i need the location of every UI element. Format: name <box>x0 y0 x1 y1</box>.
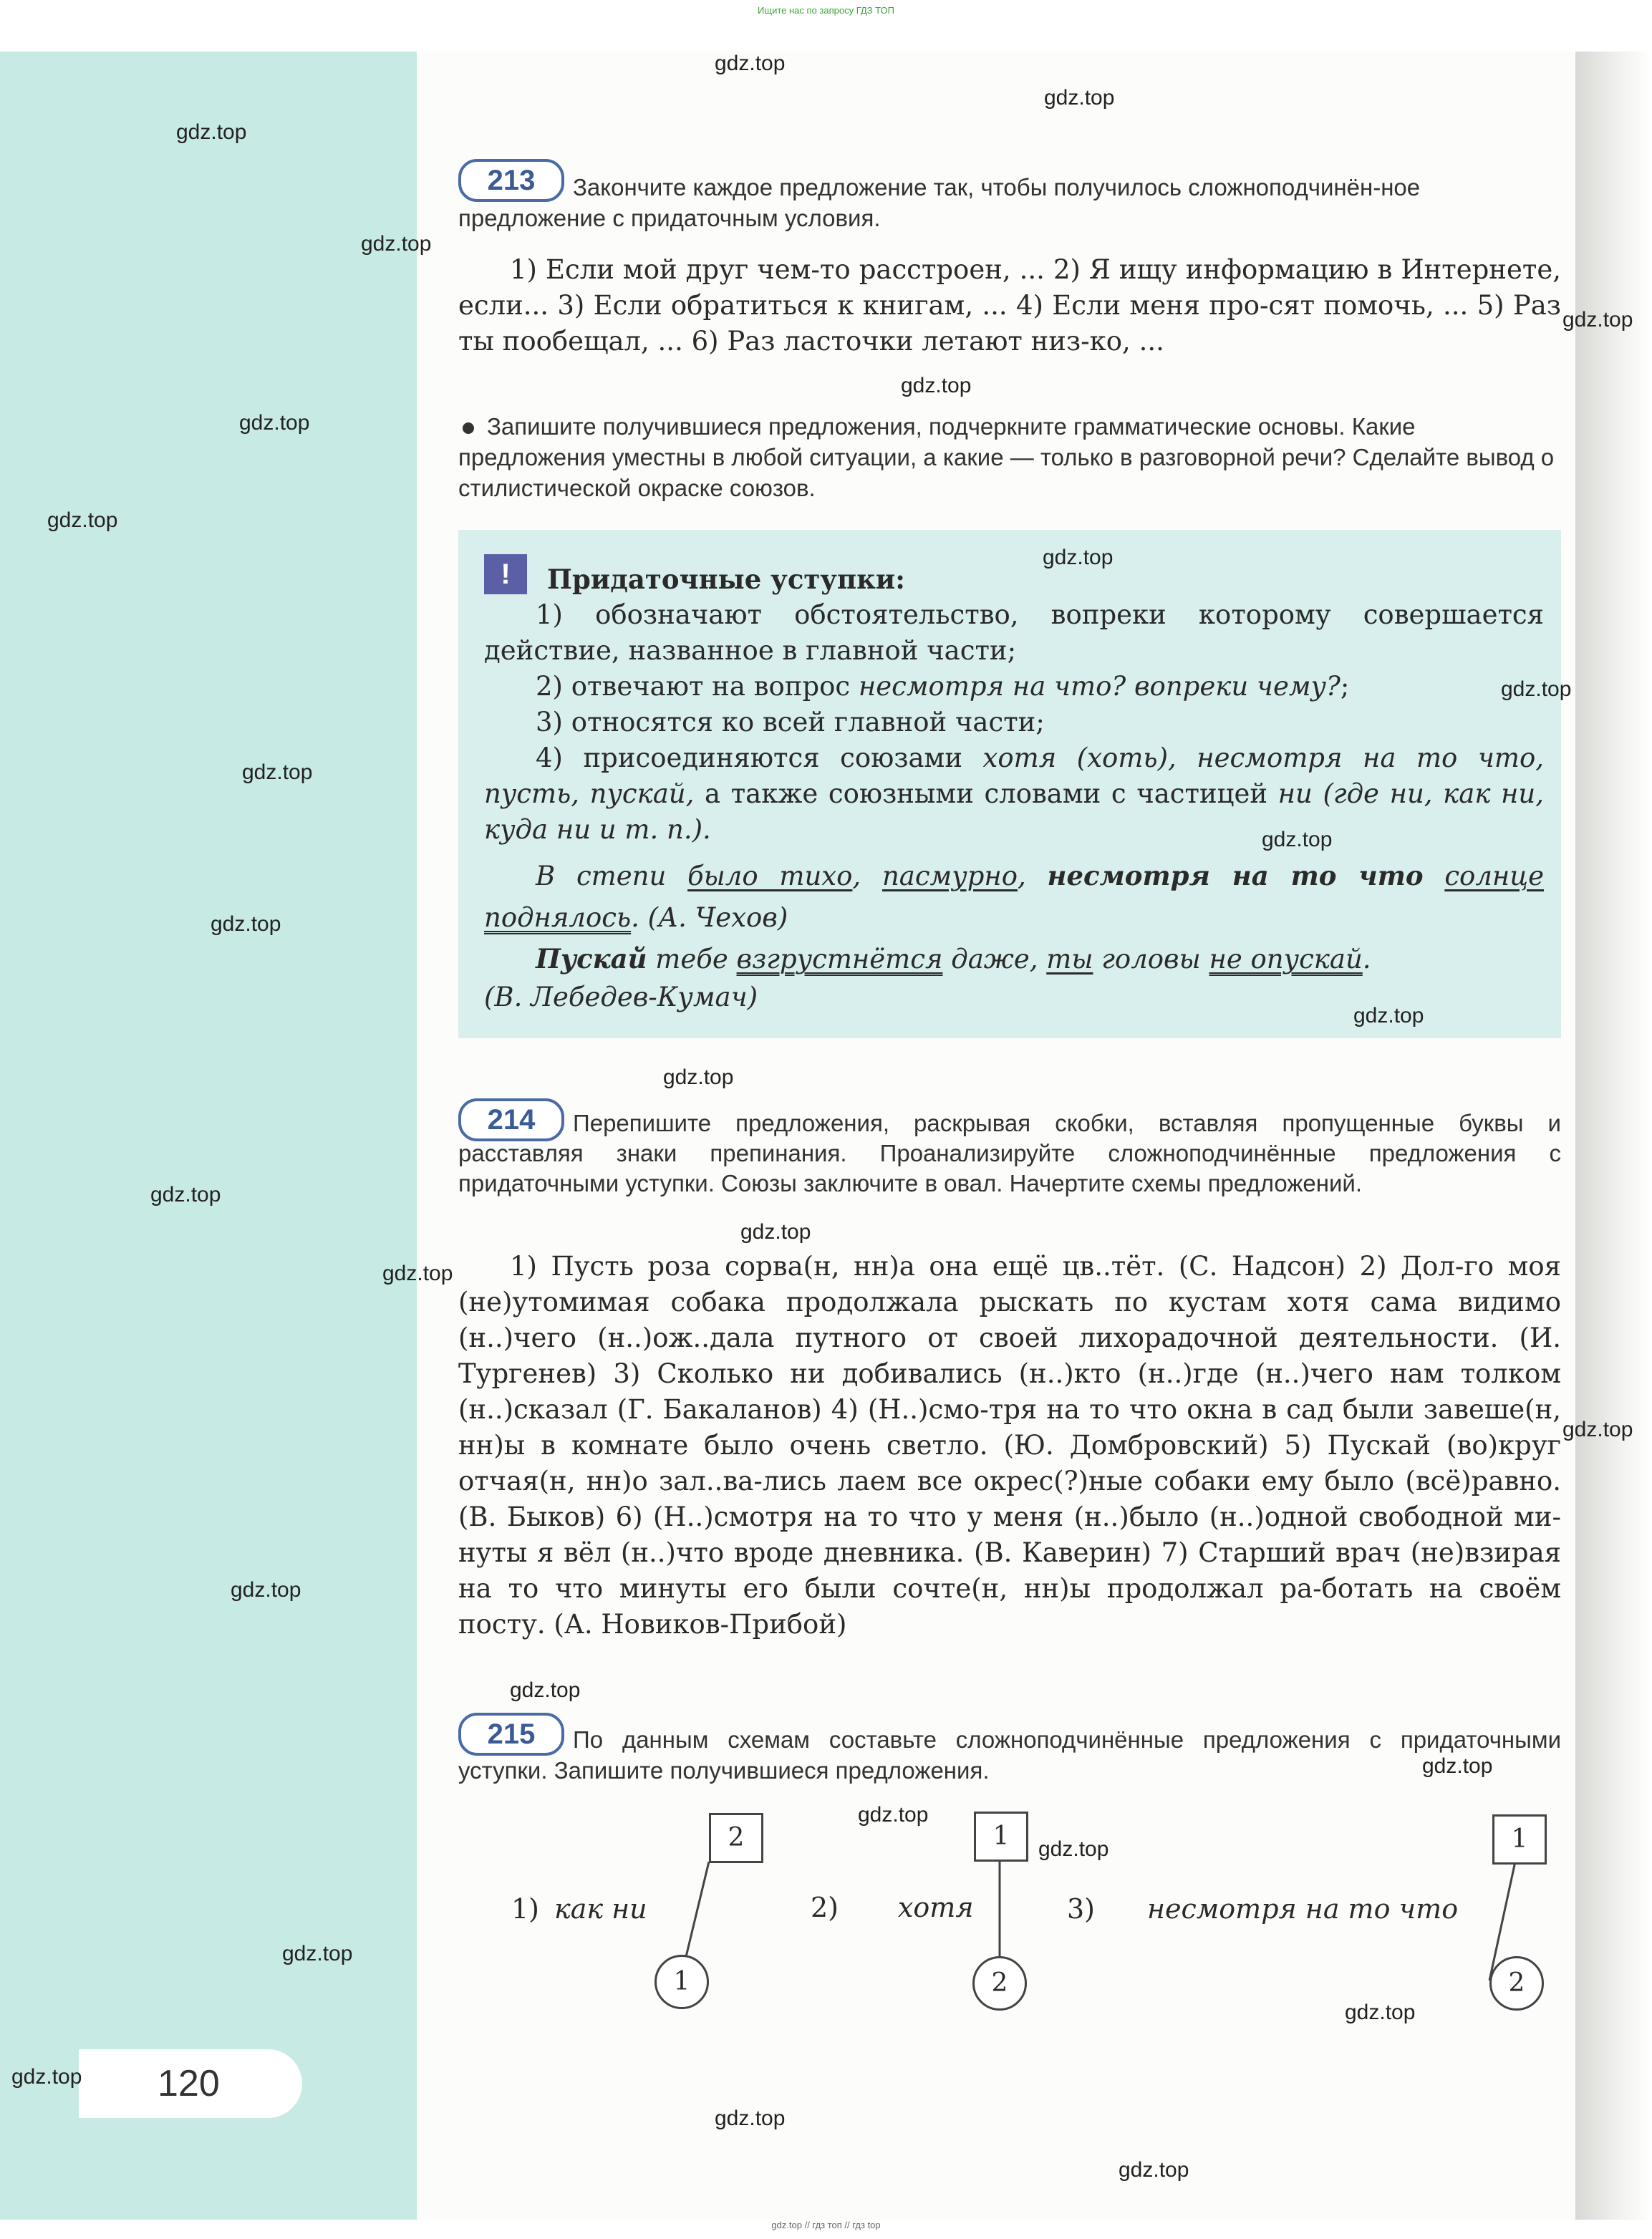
rule-item-4-conjunctions: хотя (хоть), несмотря на то что, пусть, пускай, <box>484 743 1544 809</box>
rule-item-3: 3) относятся ко всей главной части; <box>536 707 1045 738</box>
watermark: gdz.top <box>361 232 432 256</box>
watermark: gdz.top <box>1119 2158 1189 2182</box>
scheme-1-clause-circle: 1 <box>654 1955 709 2009</box>
scheme-2-label: 2) <box>811 1892 839 1923</box>
scheme-1-conjunction: как ни <box>554 1893 647 1925</box>
watermark: gdz.top <box>901 374 972 397</box>
example-2-predicate: взгрустнётся <box>736 944 943 975</box>
example-1-part: , <box>1018 861 1048 891</box>
page-sidebar <box>0 52 417 2220</box>
example-1-predicate: было тихо <box>687 861 853 891</box>
rule-item-4-text: 4) присоединяются союзами <box>536 743 983 773</box>
example-2-part: даже, <box>942 944 1047 975</box>
watermark: gdz.top <box>282 1942 353 1965</box>
rule-example-2 <box>484 938 1544 980</box>
exercise-213-task: Закончите каждое предложение так, чтобы получилось сложноподчинён-ное предложение с придаточным условия. <box>458 174 1421 231</box>
watermark: gdz.top <box>1562 308 1633 332</box>
exercise-213-bullet-text: Запишите получившиеся предложения, подчеркните грамматические основы. Какие предложения уместны в любой ситуации, а какие — только в разговорной речи? Сделайте вывод о стилистической окраске союзов. <box>458 413 1555 501</box>
watermark: gdz.top <box>242 760 313 784</box>
rule-title: Придаточные уступки: <box>547 564 905 595</box>
watermark: gdz.top <box>1345 2001 1416 2024</box>
watermark: gdz.top <box>740 1220 811 1244</box>
watermark: gdz.top <box>1043 546 1114 569</box>
rule-item-1: 1) обозначают обстоятельство, вопреки которому совершается действие, названное в главной части; <box>484 599 1544 666</box>
example-2-part: головы <box>1093 944 1209 975</box>
bullet-icon <box>463 422 474 434</box>
top-banner: Ищите нас по запросу ГДЗ ТОП <box>758 5 894 16</box>
watermark: gdz.top <box>1038 1837 1109 1861</box>
watermark: gdz.top <box>1562 1418 1633 1441</box>
example-2-subject: ты <box>1046 944 1093 975</box>
page-edge-shadow <box>1575 52 1652 2220</box>
watermark: gdz.top <box>1501 677 1572 701</box>
page-number: 120 <box>158 2063 220 2104</box>
example-1-part <box>1424 861 1445 891</box>
bottom-banner: gdz.top // гдз топ // гдз top <box>771 2220 881 2230</box>
scheme-2-conjunction: хотя <box>898 1892 974 1923</box>
watermark: gdz.top <box>1044 86 1115 110</box>
example-1-part: В степи <box>536 861 688 891</box>
example-2-conjunction: Пускай <box>536 943 647 975</box>
scheme-2-clause-circle: 2 <box>972 1956 1027 2011</box>
watermark: gdz.top <box>1422 1754 1493 1778</box>
example-2-predicate-2: не опускай <box>1209 944 1363 975</box>
rule-item-2 <box>484 669 1544 705</box>
watermark: gdz.top <box>47 508 118 532</box>
example-1-predicate-2: пасмурно <box>881 861 1018 891</box>
rule-item-4 <box>484 740 1544 848</box>
exclamation-icon: ! <box>484 554 527 594</box>
watermark: gdz.top <box>858 1803 929 1827</box>
watermark: gdz.top <box>211 912 281 936</box>
exercise-213-badge: 213 <box>458 159 564 202</box>
scheme-3-conjunction: несмотря на то что <box>1147 1893 1459 1925</box>
exercise-214-task: Перепишите предложения, раскрывая скобки, вставляя пропущенные буквы и расставляя знаки препинания. Проанализируйте сложноподчинённые предложения с придаточными уступки. Союзы заключите в овал. Начертите схемы предложений. <box>458 1110 1561 1196</box>
watermark: gdz.top <box>11 2065 82 2089</box>
exercise-214-badge: 214 <box>458 1098 564 1141</box>
exercise-213-text: 1) Если мой друг чем-то расстроен, ... 2) Я ищу информацию в Интернете, если... 3) Если обратиться к книгам, ... 4) Если меня про-сят помочь, ... 5) Раз ты пообещал, ... 6) Раз ласточки летают низ-ко, ... <box>458 254 1561 357</box>
watermark: gdz.top <box>231 1578 301 1602</box>
example-1-author: . (А. Чехов) <box>631 902 788 933</box>
example-2-author: (В. Лебедев-Кумач) <box>484 982 758 1012</box>
scheme-1-label: 1) <box>511 1893 540 1925</box>
rule-item-4-words: ни (где ни, как ни, куда ни и т. п.). <box>484 778 1544 845</box>
scheme-1-main-box: 2 <box>709 1813 763 1863</box>
watermark: gdz.top <box>1262 828 1333 851</box>
example-2-end: . <box>1362 944 1371 975</box>
watermark: gdz.top <box>239 411 310 435</box>
scheme-2-main-box: 1 <box>974 1812 1028 1862</box>
rule-item-2-question: несмотря на что? вопреки чему? <box>858 671 1341 702</box>
example-2-part: тебе <box>647 944 737 975</box>
watermark: gdz.top <box>510 1678 581 1702</box>
example-1-conjunction: несмотря на то что <box>1047 860 1424 891</box>
scheme-3-main-box: 1 <box>1492 1814 1547 1865</box>
watermark: gdz.top <box>663 1065 734 1089</box>
watermark: gdz.top <box>715 2107 786 2130</box>
exercise-213-bullet-task <box>458 411 1561 503</box>
example-1-part: , <box>852 861 882 891</box>
rule-item-2-text: 2) отвечают на вопрос <box>536 671 859 702</box>
example-1-subject: солнце <box>1444 861 1544 891</box>
exercise-215-task: По данным схемам составьте сложноподчинённые предложения с придаточными уступки. Запишите получившиеся предложения. <box>458 1726 1561 1784</box>
watermark: gdz.top <box>1353 1004 1424 1027</box>
exercise-215-badge: 215 <box>458 1713 564 1756</box>
scheme-3-label: 3) <box>1067 1893 1096 1925</box>
watermark: gdz.top <box>715 52 786 75</box>
exercise-214-text: 1) Пусть роза сорва(н, нн)а она ещё цв..тёт. (С. Надсон) 2) Дол-го моя (не)утомимая собака продолжала рыскать по кустам хотя сама видимо (н..)чего (н..)ож..дала путного от своей лихорадочной деятельности. (И. Тургенев) 3) Сколько ни добивались (н..)кто (н..)где (н..)чего нам толком (н..)сказал (Г. Бакаланов) 4) (Н..)смо-тря на то что окна в сад были завеше(н, нн)ы в комнате было очень светло. (Ю. Домбровский) 5) Пускай (во)круг отчая(н, нн)о зал..ва-лись лаем все окрес(?)ные собаки ему было (всё)равно. (В. Быков) 6) (Н..)смотря на то что у меня (н..)было (н..)одной свободной ми-нуты я вёл (н..)что вроде дневника. (В. Каверин) 7) Старший врач (не)взирая на то что минуты его были сочте(н, нн)ы продолжал ра-ботать на своём посту. (А. Новиков-Прибой) <box>458 1251 1561 1640</box>
watermark: gdz.top <box>382 1262 453 1285</box>
rule-item-2-end: ; <box>1340 671 1350 702</box>
watermark: gdz.top <box>150 1183 221 1206</box>
rule-item-4-text-2: а также союзными словами с частицей <box>694 778 1278 809</box>
rule-example-1 <box>484 855 1544 939</box>
watermark: gdz.top <box>176 120 247 144</box>
scheme-3-clause-circle: 2 <box>1489 1956 1544 2011</box>
example-1-predicate-3: поднялось <box>484 902 632 933</box>
